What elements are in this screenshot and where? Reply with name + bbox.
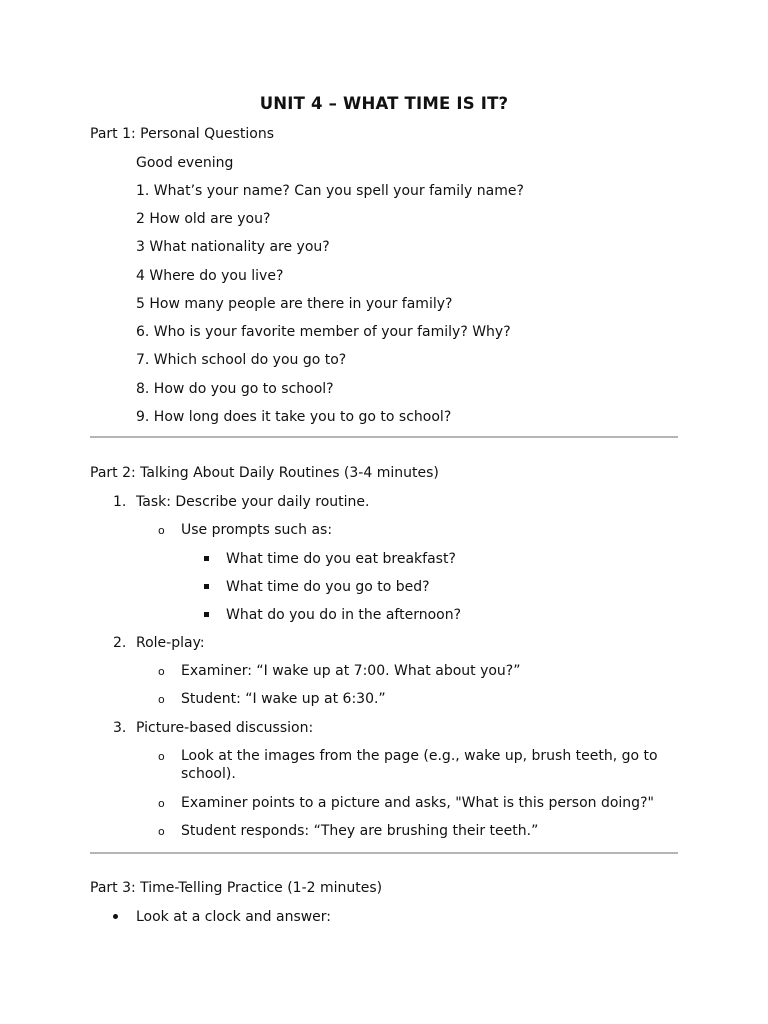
circle-bullet-icon: o [158, 825, 165, 838]
list-number: 1. [113, 494, 127, 510]
part1-question: 5 How many people are there in your family? [136, 296, 453, 312]
part1-heading: Part 1: Personal Questions [90, 126, 275, 142]
part1-question: 9. How long does it take you to go to school? [136, 409, 452, 425]
part2-subitem: Student: “I wake up at 6:30.” [181, 691, 386, 707]
part2-subitem: Examiner points to a picture and asks, "What is this person doing?" [181, 795, 654, 811]
bullet-dot-icon [113, 914, 118, 919]
part2-heading: Part 2: Talking About Daily Routines (3-4 minutes) [90, 465, 439, 481]
document-title: UNIT 4 – WHAT TIME IS IT? [259, 94, 509, 113]
part2-item-label: Task: Describe your daily routine. [136, 494, 370, 510]
part2-prompt: What time do you eat breakfast? [226, 551, 456, 567]
part2-item-label: Role-play: [136, 635, 205, 651]
part3-item: Look at a clock and answer: [136, 909, 332, 925]
part2-prompt: What do you do in the afternoon? [226, 607, 462, 623]
circle-bullet-icon: o [158, 524, 165, 537]
circle-bullet-icon: o [158, 665, 165, 678]
part1-question: 7. Which school do you go to? [136, 352, 347, 368]
part1-question: 3 What nationality are you? [136, 239, 330, 255]
part2-prompt: What time do you go to bed? [226, 579, 430, 595]
part1-question: 6. Who is your favorite member of your family? Why? [136, 324, 511, 340]
part2-subitem: Student responds: “They are brushing their teeth.” [181, 823, 539, 839]
part2-subitem: Look at the images from the page (e.g., wake up, brush teeth, go to school). [181, 748, 658, 782]
list-number: 3. [113, 720, 127, 736]
part2-subitem: Use prompts such as: [181, 522, 333, 538]
part1-question: 4 Where do you live? [136, 268, 284, 284]
circle-bullet-icon: o [158, 797, 165, 810]
part3-heading: Part 3: Time-Telling Practice (1-2 minutes) [90, 880, 383, 896]
section-divider [90, 852, 678, 854]
square-bullet-icon [204, 556, 209, 561]
part2-subitem: Examiner: “I wake up at 7:00. What about you?” [181, 663, 521, 679]
part1-question: 1. What’s your name? Can you spell your family name? [136, 183, 524, 199]
circle-bullet-icon: o [158, 750, 165, 763]
part1-greeting: Good evening [136, 155, 234, 171]
square-bullet-icon [204, 612, 209, 617]
part1-question: 8. How do you go to school? [136, 381, 334, 397]
part2-item-label: Picture-based discussion: [136, 720, 314, 736]
list-number: 2. [113, 635, 127, 651]
square-bullet-icon [204, 584, 209, 589]
circle-bullet-icon: o [158, 693, 165, 706]
section-divider [90, 436, 678, 438]
part1-question: 2 How old are you? [136, 211, 271, 227]
